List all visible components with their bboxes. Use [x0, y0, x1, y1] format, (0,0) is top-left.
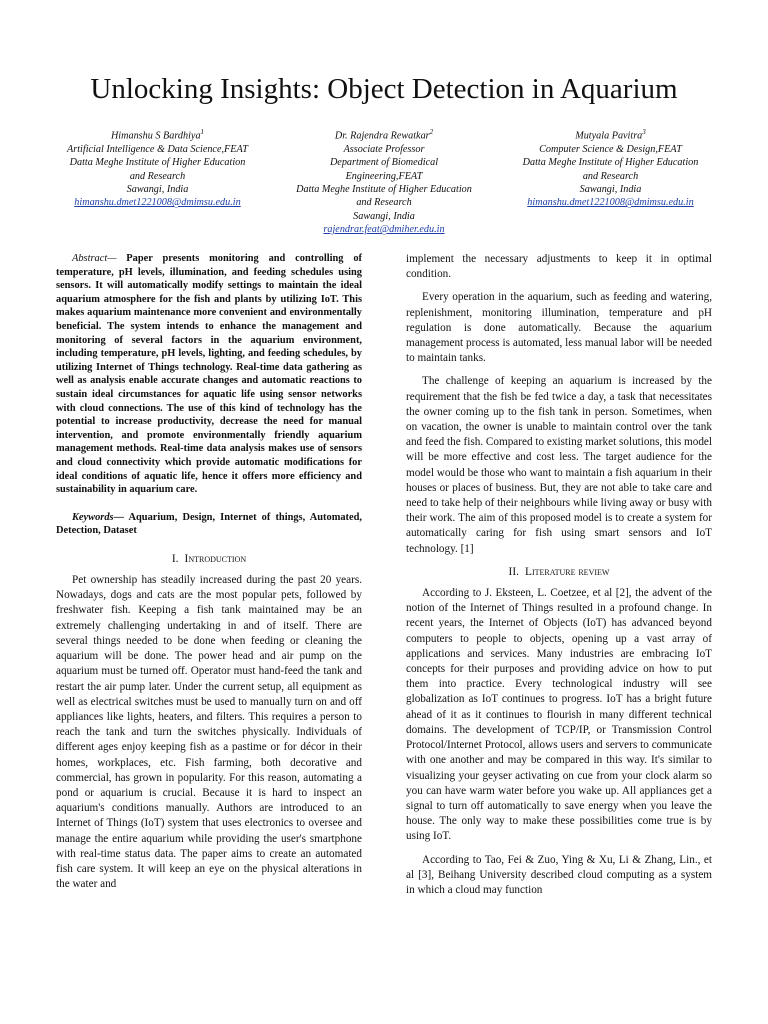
left-column — [56, 252, 362, 900]
intro-paragraph-1-continued: implement the necessary adjustments to keep it in optimal condition. — [406, 253, 712, 281]
paper-title: Unlocking Insights: Object Detection in Aquarium — [90, 73, 678, 105]
author-location: Sawangi, India — [353, 210, 415, 222]
author-affiliation: Datta Meghe Institute of Higher Education — [69, 157, 246, 169]
author-email-link[interactable]: himanshu.dmet1221008@dmimsu.edu.in — [74, 197, 241, 209]
intro-paragraph-2: Every operation in the aquarium, such as feeding and watering, replenishment, monitoring illumination, temperature and pH regulation is done automatically. Because the aquarium management process is automated, less manual labor will be needed to maintain tanks. — [406, 291, 712, 365]
author-email-link[interactable]: himanshu.dmet1221008@dmimsu.edu.in — [527, 197, 694, 209]
keywords-label: Keywords— — [72, 511, 124, 523]
section-heading-introduction: I. Introduction — [171, 552, 247, 565]
section-heading-literature-review: II. Literature review — [508, 565, 610, 578]
author-affiliation: Artificial Intelligence & Data Science,FEAT — [67, 143, 248, 155]
author-affiliation: Datta Meghe Institute of Higher Education — [296, 184, 472, 196]
author-1 — [50, 126, 265, 237]
intro-paragraph-1: Pet ownership has steadily increased during the past 20 years. Nowadays, dogs and cats are the most popular pets, followed by freshwater fish. Keeping a fish tank maintained may be an extremely challenging undertaking in and of itself. There are several things needed to be done when feeding or cleaning the aquarium will be done. The power head and air pump on the aquarium must be turned off. Operator must hand-feed the tank and restart the air pump later. Under the current setup, all equipment as well as electrical switches must be used to manually turn on and off appliances like lights, heaters, and filters. This requires a person to reach the tank and turn the switches physically. Individuals of different ages enjoy keeping fish as a pastime or for décor in their homes, workplaces, etc. Fish farming, both decorative and commercial, has grown in popularity. For this reason, automating a pond or aquarium is crucial. Because it is hard to inspect an aquarium's conditions manually. Authors are introduced to an Internet of Things (IoT) system that uses electronics to oversee and manage the entire aquarium while providing the user's smartphone with real-time status data. The paper aims to create an automated fish care system. It will keep an eye on the physical alterations in the water and — [56, 574, 362, 891]
author-name: Himanshu S Bardhiya$^1$ — [110, 128, 205, 142]
author-affiliation: and Research — [356, 197, 412, 209]
keywords-text: Aquarium, Design, Internet of things, Automated, Detection, Dataset — [56, 511, 362, 537]
literature-paragraph-2: According to Tao, Fei & Zuo, Ying & Xu, Li & Zhang, Lin., et al [3], Beihang University described cloud computing as a system in which a cloud may function — [406, 853, 712, 896]
abstract — [56, 252, 362, 497]
author-3 — [503, 126, 718, 237]
author-name: Dr. Rajendra Rewatkar$^2$ — [334, 128, 434, 142]
abstract-text: Paper presents monitoring and controlling of temperature, pH levels, illumination, and feeding schedules using sensors. It will automatically modify settings to maintain the ideal aquarium atmosphere for the fish and plants by utilizing IoT. This makes aquarium maintenance more convenient and environmentally beneficial. The system intends to enhance the management and monitoring of several factors in the aquarium environment, including temperature, pH levels, lighting, and feeding schedules, by utilizing Internet of Things technology. Real-time data gathering as well as analysis enable accurate changes and automatic reactions to sustain ideal circumstances for aquatic life using sensor networks with cloud connections. The use of this kind of technology has the potential to increase productivity, decrease the need for manual intervention, and promote environmentally friendly aquarium management methods. Real-time data analysis makes use of sensors and cloud connectivity which provide automatic modifications for ideal conditions of aquatic life, hence it offers more efficiency and sustainability in aquarium care. — [56, 253, 362, 496]
right-column — [406, 252, 712, 906]
author-affiliation: Associate Professor — [343, 143, 425, 155]
author-2 — [277, 126, 492, 237]
author-affiliation: Department of Biomedical — [329, 157, 439, 169]
author-affiliation: Engineering,FEAT — [345, 170, 423, 182]
author-affiliation: and Research — [129, 170, 186, 182]
author-block — [50, 126, 718, 237]
author-name: Mutyala Pavitra$^3$ — [575, 128, 646, 142]
author-affiliation: and Research — [582, 170, 639, 182]
author-email-link[interactable]: rajendrar.feat@dmiher.edu.in — [323, 224, 445, 236]
author-location: Sawangi, India — [126, 184, 189, 196]
author-affiliation: Computer Science & Design,FEAT — [539, 143, 682, 155]
keywords — [56, 511, 362, 538]
author-affiliation: Datta Meghe Institute of Higher Education — [522, 157, 699, 169]
literature-paragraph-1: According to J. Eksteen, L. Coetzee, et al [2], the advent of the notion of the Internet of Things resulted in a profound change. In recent years, the Internet of Objects (IoT) has advanced beyond computers to people to objects, opening up a vast array of applications and services. Many industries are embracing IoT concepts for their purposes and providing advice on how to put them into practice. Every technological industry will see globalization as IoT continues to progress. IoT has a bright future ahead of it as it continues to flourish in many different technical domains. The development of TCP/IP, or Transmission Control Protocol/Internet Protocol, allows users and servers to communicate with one another and may be compared in this way. It's similar to visualizing your geyser activating on cue from your clock alarm so you can have warm water before you wake up. All appliances get a signal to turn off automatically to save energy when you leave the house. The only way to make these possibilities come true is by using IoT. — [406, 587, 712, 843]
author-location: Sawangi, India — [579, 184, 642, 196]
intro-paragraph-3: The challenge of keeping an aquarium is increased by the requirement that the fish be fed twice a day, a task that necessitates the owner coming up to the fish tank in person. Sometimes, when on vacation, the owner is unable to maintain control over the tank and feed the fish. Compared to existing market solutions, this model will be more effective and cost less. The target audience for the model would be those who want to maintain a fish aquarium in their houses or places of business. But, they are not able to take care and need to take help of their neighbours while living away or busy with their work. The aim of this proposed model is to create a system for automatically caring for fish using smart sensors and IoT technology. [1] — [406, 375, 712, 555]
abstract-label: Abstract— — [72, 253, 117, 264]
